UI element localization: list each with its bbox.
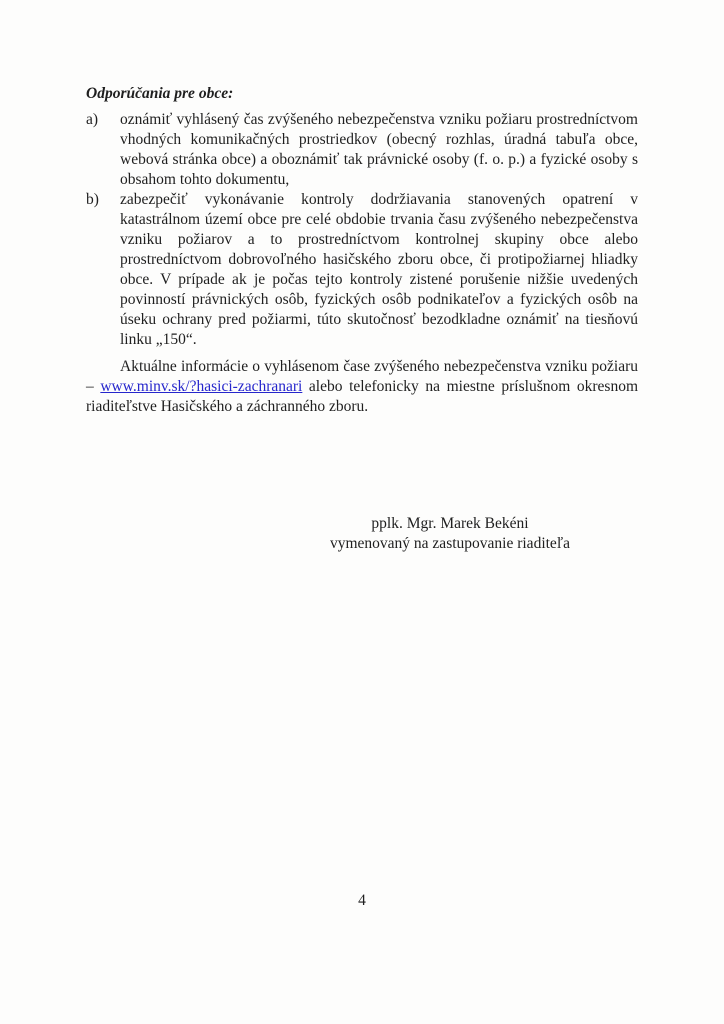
page-number: 4 [358, 892, 366, 909]
list-item-b-marker: b) [86, 191, 99, 208]
info-paragraph-before-link: Aktuálne informácie o vyhlásenom čase zvýšeného nebezpečenstva vzniku požiaru – [86, 358, 638, 395]
info-paragraph-after-link: alebo telefonicky na miestne príslušnom okresnom riaditeľstve Hasičského a záchranného zboru. [86, 378, 639, 415]
list-item-b [86, 190, 638, 350]
page-footer [0, 891, 724, 911]
list-item-a-marker: a) [86, 111, 99, 128]
list-item-a-text: oznámiť vyhlásený čas zvýšeného nebezpečenstva vzniku požiaru prostredníctvom vhodných komunikačných prostriedkov (obecný rozhlas, úradná tabuľa obce, webová stránka obce) a oboznámiť tak právnické osoby (f. o. p.) a fyzické osoby s obsahom tohto dokumentu, [120, 111, 638, 188]
list-item-b-text: zabezpečiť vykonávanie kontroly dodržiavania stanovených opatrení v katastrálnom území obce pre celé obdobie trvania času zvýšeného nebezpečenstva vzniku požiarov a to prostredníctvom kontrolnej skupiny obce alebo prostredníctvom dobrovoľného hasičského zboru obce, či protipožiarnej hliadky obce. V prípade ak je počas tejto kontroly zistené porušenie nižšie uvedených povinností právnických osôb, fyzických osôb podnikateľov a fyzických osôb na úseku ochrany pred požiarmi, túto skutočnosť bezodkladne oznámiť na tiesňovú linku „150“. [120, 191, 638, 348]
recommendations-heading: Odporúčania pre obce: [86, 85, 234, 102]
info-paragraph [86, 357, 638, 417]
minv-link[interactable]: www.minv.sk/?hasici-zachranari [100, 378, 303, 395]
signature-role: vymenovaný na zastupovanie riaditeľa [329, 535, 570, 552]
signature-name: pplk. Mgr. Marek Bekéni [371, 515, 529, 532]
signature-block [300, 514, 600, 554]
list-item-a [86, 110, 638, 190]
